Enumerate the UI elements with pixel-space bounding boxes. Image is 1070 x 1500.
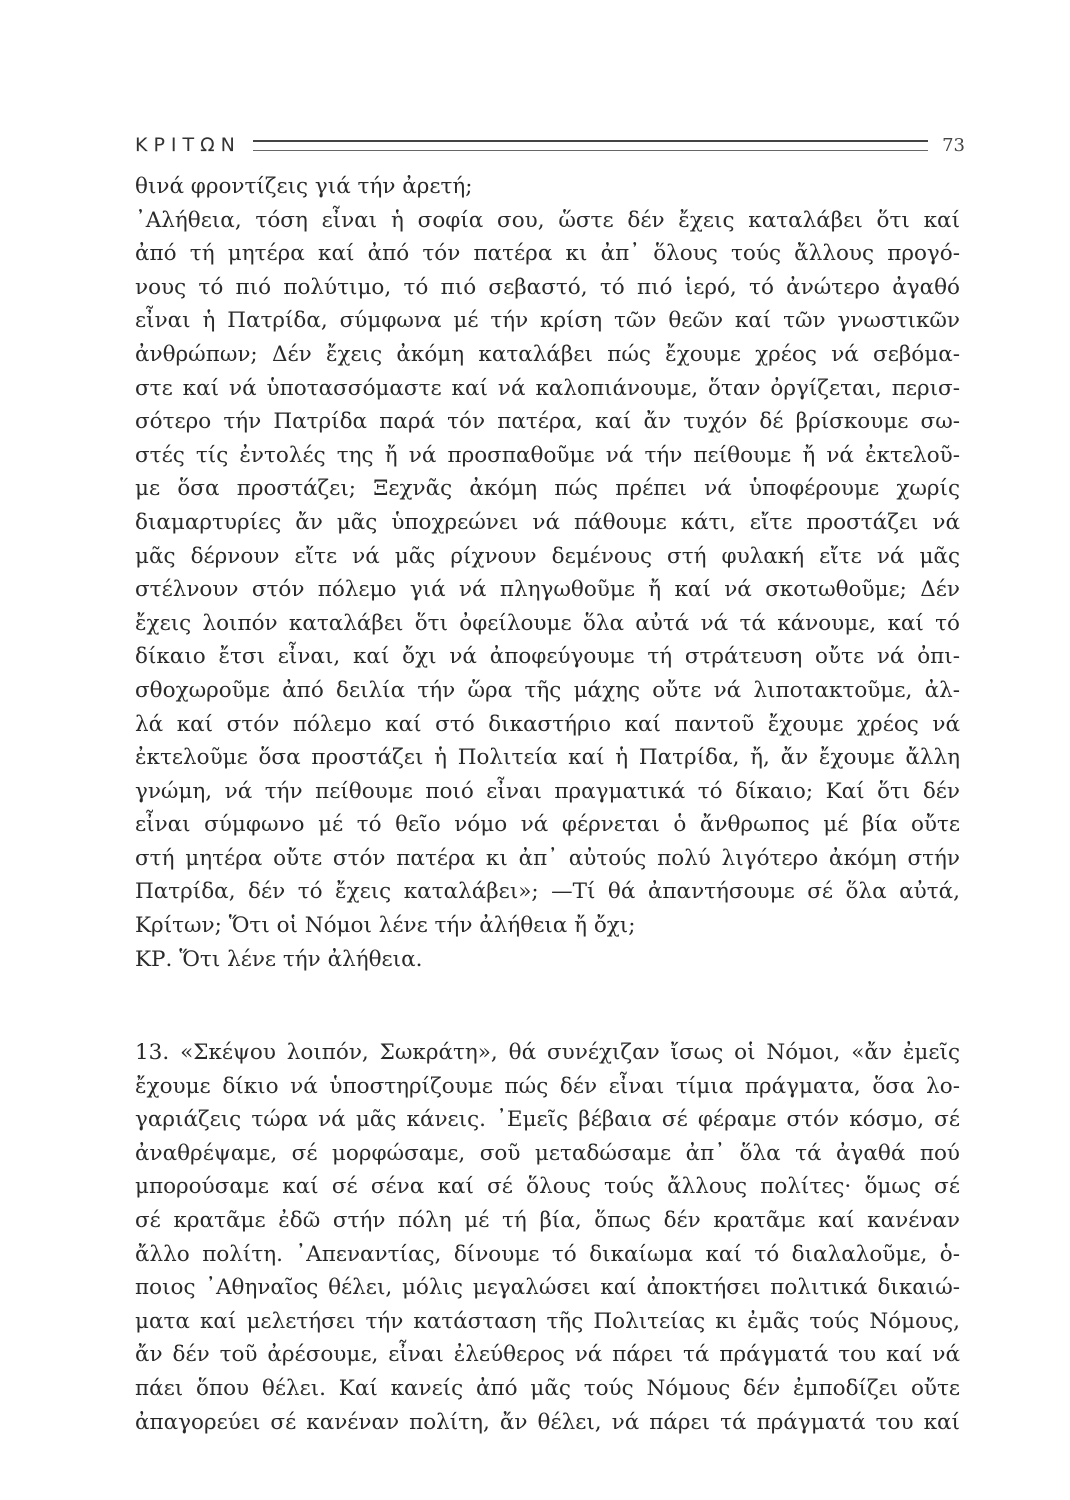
- text-line: νους τό πιό πολύτιμο, τό πιό σεβαστό, τό πιό ἱερό, τό ἀνώτερο ἀγαθό: [135, 274, 960, 300]
- speaker-line: ΚΡ. Ὅτι λένε τήν ἀλήθεια.: [135, 946, 423, 972]
- text-line: στές τίς ἐντολές της ἤ νά προσπαθοῦμε νά τήν πείθουμε ἤ νά ἐκτελοῦ-: [135, 442, 960, 468]
- text-line: στή μητέρα οὔτε στόν πατέρα κι ἀπ᾿ αὐτούς πολύ λιγότερο ἀκόμη στήν: [135, 845, 960, 871]
- text-line: σέ κρατᾶμε ἐδῶ στήν πόλη μέ τή βία, ὅπως δέν κρατᾶμε καί κανέναν: [135, 1207, 960, 1233]
- text-line: ἔχουμε δίκιο νά ὑποστηρίζουμε πώς δέν εἶναι τίμια πράγματα, ὅσα λο-: [135, 1073, 960, 1099]
- text-line: διαμαρτυρίες ἄν μᾶς ὑποχρεώνει νά πάθουμε κάτι, εἴτε προστάζει νά: [135, 509, 960, 535]
- text-line: ἀπό τή μητέρα καί ἀπό τόν πατέρα κι ἀπ᾿ ὅλους τούς ἄλλους προγό-: [135, 241, 960, 267]
- text-line: σότερο τήν Πατρίδα παρά τόν πατέρα, καί ἄν τυχόν δέ βρίσκουμε σω-: [135, 409, 960, 435]
- text-line: ποιος ᾿Αθηναῖος θέλει, μόλις μεγαλώσει καί ἀποκτήσει πολιτικά δικαιώ-: [135, 1275, 960, 1301]
- section-13-first-line: 13. «Σκέψου λοιπόν, Σωκράτη», θά συνέχιζαν ἴσως οἱ Νόμοι, «ἄν ἐμεῖς: [135, 1040, 960, 1065]
- running-head: ΚΡΙΤΩΝ: [135, 134, 241, 156]
- text-line: λά καί στόν πόλεμο καί στό δικαστήριο καί παντοῦ ἔχουμε χρέος νά: [135, 711, 960, 737]
- section-13-text: [135, 1036, 960, 1439]
- text-line: ματα καί μελετήσει τήν κατάσταση τῆς Πολιτείας κι ἐμᾶς τούς Νόμους,: [135, 1308, 960, 1334]
- page-header: [135, 130, 965, 160]
- text-line: εἶναι σύμφωνο μέ τό θεῖο νόμο νά φέρνεται ὁ ἄνθρωπος μέ βία οὔτε: [135, 812, 960, 838]
- text-line: ἐκτελοῦμε ὅσα προστάζει ἡ Πολιτεία καί ἡ Πατρίδα, ἤ, ἄν ἔχουμε ἄλλη: [135, 745, 960, 771]
- section-12-text: [135, 170, 960, 976]
- text-line: ἀναθρέψαμε, σέ μορφώσαμε, σοῦ μεταδώσαμε ἀπ᾿ ὅλα τά ἀγαθά πού: [135, 1140, 960, 1166]
- text-line: σθοχωροῦμε ἀπό δειλία τήν ὥρα τῆς μάχης οὔτε νά λιποτακτοῦμε, ἀλ-: [135, 677, 960, 703]
- text-line: ἔχεις λοιπόν καταλάβει ὅτι ὀφείλουμε ὅλα αὐτά νά τά κάνουμε, καί τό: [135, 610, 960, 636]
- text-line: πάει ὅπου θέλει. Καί κανείς ἀπό μᾶς τούς Νόμους δέν ἐμποδίζει οὔτε: [135, 1375, 960, 1401]
- text-line: μᾶς δέρνουν εἴτε νά μᾶς ρίχνουν δεμένους στή φυλακή εἴτε νά μᾶς: [135, 543, 960, 569]
- header-rule: [253, 140, 928, 151]
- text-line: δίκαιο ἔτσι εἶναι, καί ὄχι νά ἀποφεύγουμε τή στράτευση οὔτε νά ὀπι-: [135, 644, 960, 670]
- text-line: ἄν δέν τοῦ ἀρέσουμε, εἶναι ἐλεύθερος νά πάρει τά πράγματά του καί νά: [135, 1342, 960, 1368]
- text-line: με ὅσα προστάζει; Ξεχνᾶς ἀκόμη πώς πρέπει νά ὑποφέρουμε χωρίς: [135, 476, 960, 502]
- text-line: ἀπαγορεύει σέ κανέναν πολίτη, ἄν θέλει, νά πάρει τά πράγματά του καί: [135, 1409, 960, 1435]
- text-line: στέλνουν στόν πόλεμο γιά νά πληγωθοῦμε ἤ καί νά σκοτωθοῦμε; Δέν: [135, 577, 960, 603]
- text-line: στε καί νά ὑποτασσόμαστε καί νά καλοπιάνουμε, ὅταν ὀργίζεται, περισ-: [135, 375, 960, 401]
- text-line: μπορούσαμε καί σέ σένα καί σέ ὅλους τούς ἄλλους πολίτες· ὅμως σέ: [135, 1174, 960, 1200]
- text-line: Πατρίδα, δέν τό ἔχεις καταλάβει»; —Τί θά ἀπαντήσουμε σέ ὅλα αὐτά,: [135, 879, 960, 905]
- text-line: γνώμη, νά τήν πείθουμε ποιό εἶναι πραγματικά τό δίκαιο; Καί ὅτι δέν: [135, 778, 960, 804]
- text-line: εἶναι ἡ Πατρίδα, σύμφωνα μέ τήν κρίση τῶν θεῶν καί τῶν γνωστικῶν: [135, 308, 960, 334]
- text-line: ἄλλο πολίτη. ᾿Απεναντίας, δίνουμε τό δικαίωμα καί τό διαλαλοῦμε, ὁ-: [135, 1241, 960, 1267]
- text-line: θινά φροντίζεις γιά τήν ἀρετή;: [135, 174, 473, 199]
- page-number: 73: [942, 134, 965, 156]
- text-line: Κρίτων; Ὅτι οἱ Νόμοι λένε τήν ἀλήθεια ἤ ὄχι;: [135, 913, 636, 939]
- text-line: γαριάζεις τώρα νά μᾶς κάνεις. ᾿Εμεῖς βέβαια σέ φέραμε στόν κόσμο, σέ: [135, 1107, 960, 1133]
- text-line: ᾿Αλήθεια, τόση εἶναι ἡ σοφία σου, ὥστε δέν ἔχεις καταλάβει ὅτι καί: [135, 207, 960, 233]
- text-line: ἀνθρώπων; Δέν ἔχεις ἀκόμη καταλάβει πώς ἔχουμε χρέος νά σεβόμα-: [135, 341, 960, 367]
